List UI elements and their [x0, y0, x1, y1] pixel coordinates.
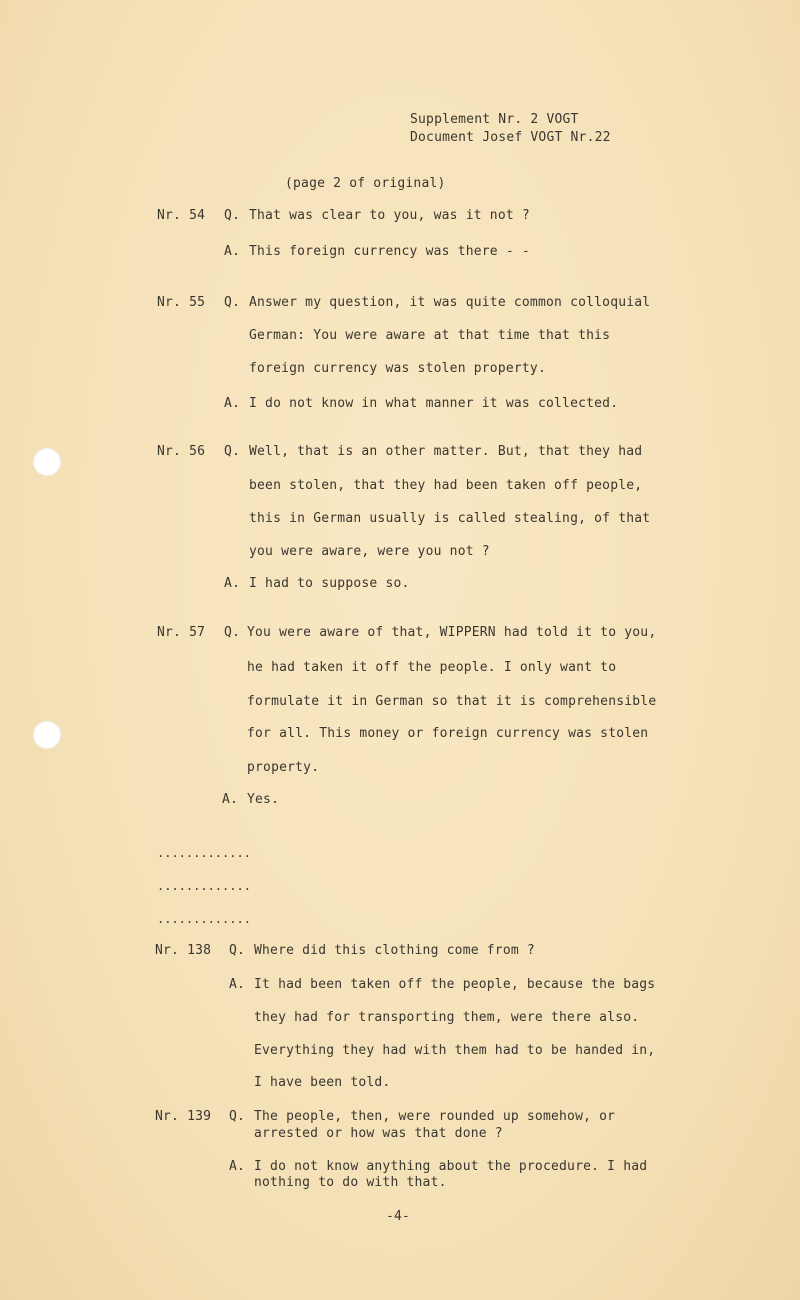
answer-marker: A.: [229, 977, 246, 992]
question-text: You were aware of that, WIPPERN had told it to you,: [247, 625, 657, 640]
answer-text: Everything they had with them had to be handed in,: [254, 1043, 656, 1058]
question-marker: Q.: [224, 295, 241, 310]
question-text: formulate it in German so that it is comprehensible: [247, 694, 657, 709]
page-number: -4-: [386, 1209, 411, 1224]
answer-marker: A.: [224, 576, 241, 591]
answer-text: I do not know in what manner it was collected.: [249, 396, 619, 411]
answer-text: This foreign currency was there - -: [249, 244, 530, 259]
answer-text: nothing to do with that.: [254, 1175, 447, 1190]
answer-text: they had for transporting them, were there also.: [254, 1010, 640, 1025]
question-text: been stolen, that they had been taken off people,: [249, 478, 643, 493]
question-text: this in German usually is called stealing, of that: [249, 511, 651, 526]
header-document: Document Josef VOGT Nr.22: [410, 130, 611, 145]
question-marker: Q.: [229, 943, 246, 958]
question-marker: Q.: [224, 625, 241, 640]
entry-number: Nr. 57: [157, 625, 206, 640]
question-text: property.: [247, 760, 320, 775]
question-text: arrested or how was that done ?: [254, 1126, 503, 1141]
entry-number: Nr. 56: [157, 444, 206, 459]
question-marker: Q.: [224, 208, 241, 223]
ellipsis-row: .............: [157, 879, 251, 893]
answer-marker: A.: [229, 1159, 246, 1174]
answer-marker: A.: [224, 244, 241, 259]
question-text: Well, that is an other matter. But, that they had: [249, 444, 643, 459]
entry-number: Nr. 139: [155, 1109, 212, 1124]
header-supplement: Supplement Nr. 2 VOGT: [410, 112, 579, 127]
ellipsis-row: .............: [157, 846, 251, 860]
question-text: for all. This money or foreign currency was stolen: [247, 726, 649, 741]
question-text: German: You were aware at that time that this: [249, 328, 611, 343]
question-text: foreign currency was stolen property.: [249, 361, 546, 376]
entry-number: Nr. 54: [157, 208, 206, 223]
page-note: (page 2 of original): [285, 176, 446, 191]
ellipsis-row: .............: [157, 912, 251, 926]
answer-text: I do not know anything about the procedure. I had: [254, 1159, 648, 1174]
entry-number: Nr. 138: [155, 943, 212, 958]
question-text: The people, then, were rounded up somehow, or: [254, 1109, 616, 1124]
answer-text: It had been taken off the people, because the bags: [254, 977, 656, 992]
answer-marker: A.: [224, 396, 241, 411]
question-text: Answer my question, it was quite common colloquial: [249, 295, 651, 310]
punch-hole-bottom: [33, 721, 61, 749]
question-marker: Q.: [224, 444, 241, 459]
question-marker: Q.: [229, 1109, 246, 1124]
answer-text: Yes.: [247, 792, 280, 807]
question-text: you were aware, were you not ?: [249, 544, 490, 559]
punch-hole-top: [33, 448, 61, 476]
question-text: Where did this clothing come from ?: [254, 943, 535, 958]
answer-text: I had to suppose so.: [249, 576, 410, 591]
answer-marker: A.: [222, 792, 239, 807]
question-text: That was clear to you, was it not ?: [249, 208, 530, 223]
question-text: he had taken it off the people. I only want to: [247, 660, 617, 675]
answer-text: I have been told.: [254, 1075, 391, 1090]
entry-number: Nr. 55: [157, 295, 206, 310]
